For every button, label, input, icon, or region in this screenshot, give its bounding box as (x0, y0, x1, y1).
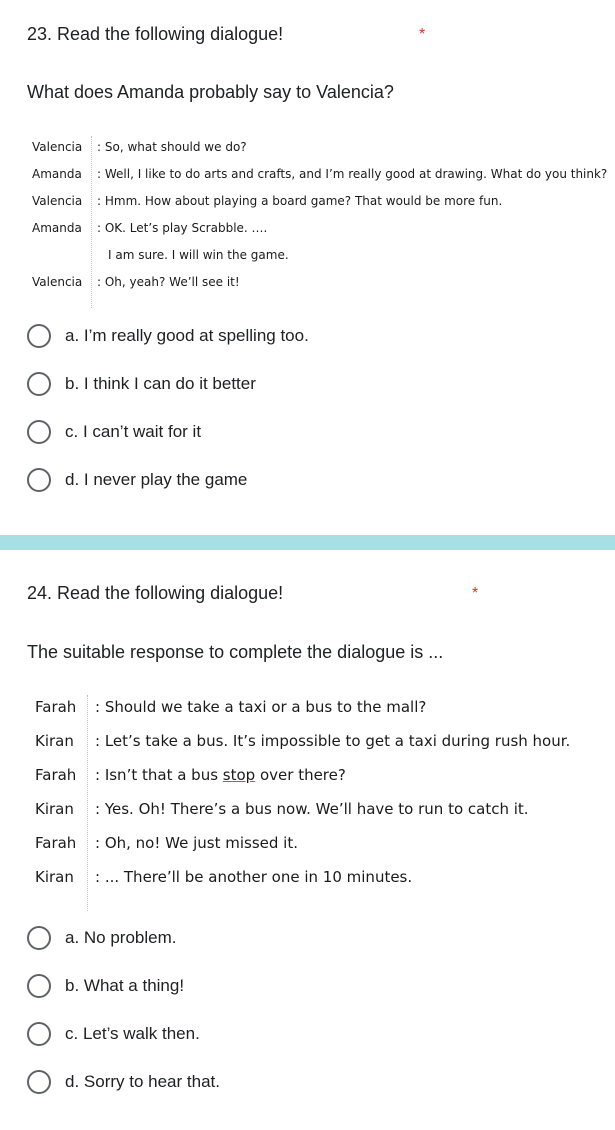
dialogue-line-start: : Isn’t that a bus (95, 766, 223, 784)
dialogue-divider (91, 136, 92, 308)
option-label: a. I’m really good at spelling too. (65, 326, 309, 345)
option-d[interactable] (25, 1068, 425, 1100)
option-label: b. What a thing! (65, 976, 185, 995)
option-d[interactable] (25, 466, 425, 498)
speaker-name: Farah (35, 766, 77, 784)
radio-circle-icon[interactable] (27, 1022, 51, 1046)
radio-circle-icon[interactable] (27, 420, 51, 444)
option-label: d. I never play the game (65, 470, 248, 489)
option-a[interactable] (25, 924, 425, 956)
dialogue-line: : Hmm. How about playing a board game? That would be more fun. (97, 194, 503, 208)
dialogue-image (32, 136, 615, 308)
question-card-23 (0, 0, 615, 530)
radio-circle-icon[interactable] (27, 974, 51, 998)
dialogue-line (95, 766, 346, 784)
radio-circle-icon[interactable] (27, 1070, 51, 1094)
dialogue-line: : Oh, no! We just missed it. (95, 834, 298, 852)
dialogue-line: : Yes. Oh! There’s a bus now. We’ll have to run to catch it. (95, 800, 529, 818)
underlined-word: stop (222, 766, 256, 784)
option-b[interactable] (25, 972, 425, 1004)
dialogue-divider (87, 695, 88, 911)
question-title: 23. Read the following dialogue! (27, 24, 284, 44)
option-label: b. I think I can do it better (65, 374, 256, 393)
option-label: d. Sorry to hear that. (65, 1072, 220, 1091)
radio-circle-icon[interactable] (27, 926, 51, 950)
speaker-name: Amanda (32, 221, 82, 235)
option-label: c. Let’s walk then. (65, 1024, 200, 1043)
speaker-name: Valencia (32, 275, 83, 289)
dialogue-image (35, 695, 605, 911)
speaker-name: Kiran (35, 868, 74, 886)
required-asterisk: * (419, 26, 426, 43)
required-asterisk: * (472, 585, 479, 602)
dialogue-line: : OK. Let’s play Scrabble. …. (97, 221, 268, 235)
speaker-name: Farah (35, 698, 77, 716)
option-c[interactable] (25, 1020, 425, 1052)
speaker-name: Valencia (32, 140, 83, 154)
question-title: 24. Read the following dialogue! (27, 583, 284, 603)
dialogue-line: : Well, I like to do arts and crafts, and I’m really good at drawing. What do you think? (97, 167, 608, 181)
option-b[interactable] (25, 370, 425, 402)
dialogue-line: I am sure. I will win the game. (108, 248, 289, 262)
radio-circle-icon[interactable] (27, 468, 51, 492)
question-prompt: What does Amanda probably say to Valencia? (27, 82, 394, 102)
option-c[interactable] (25, 418, 425, 450)
option-label: c. I can’t wait for it (65, 422, 202, 441)
dialogue-line: : Let’s take a bus. It’s impossible to get a taxi during rush hour. (95, 732, 571, 750)
speaker-name: Farah (35, 834, 77, 852)
speaker-name: Kiran (35, 800, 74, 818)
question-prompt: The suitable response to complete the dialogue is ... (27, 642, 444, 662)
radio-circle-icon[interactable] (27, 324, 51, 348)
dialogue-line: : ... There’ll be another one in 10 minutes. (95, 868, 413, 886)
dialogue-line: : Oh, yeah? We’ll see it! (97, 275, 240, 289)
speaker-name: Kiran (35, 732, 74, 750)
radio-circle-icon[interactable] (27, 372, 51, 396)
speaker-name: Valencia (32, 194, 83, 208)
option-a[interactable] (25, 322, 425, 354)
option-label: a. No problem. (65, 928, 177, 947)
dialogue-line: : So, what should we do? (97, 140, 247, 154)
speaker-name: Amanda (32, 167, 82, 181)
dialogue-line: : Should we take a taxi or a bus to the mall? (95, 698, 427, 716)
dialogue-line-end: over there? (255, 766, 346, 784)
section-separator (0, 535, 615, 550)
